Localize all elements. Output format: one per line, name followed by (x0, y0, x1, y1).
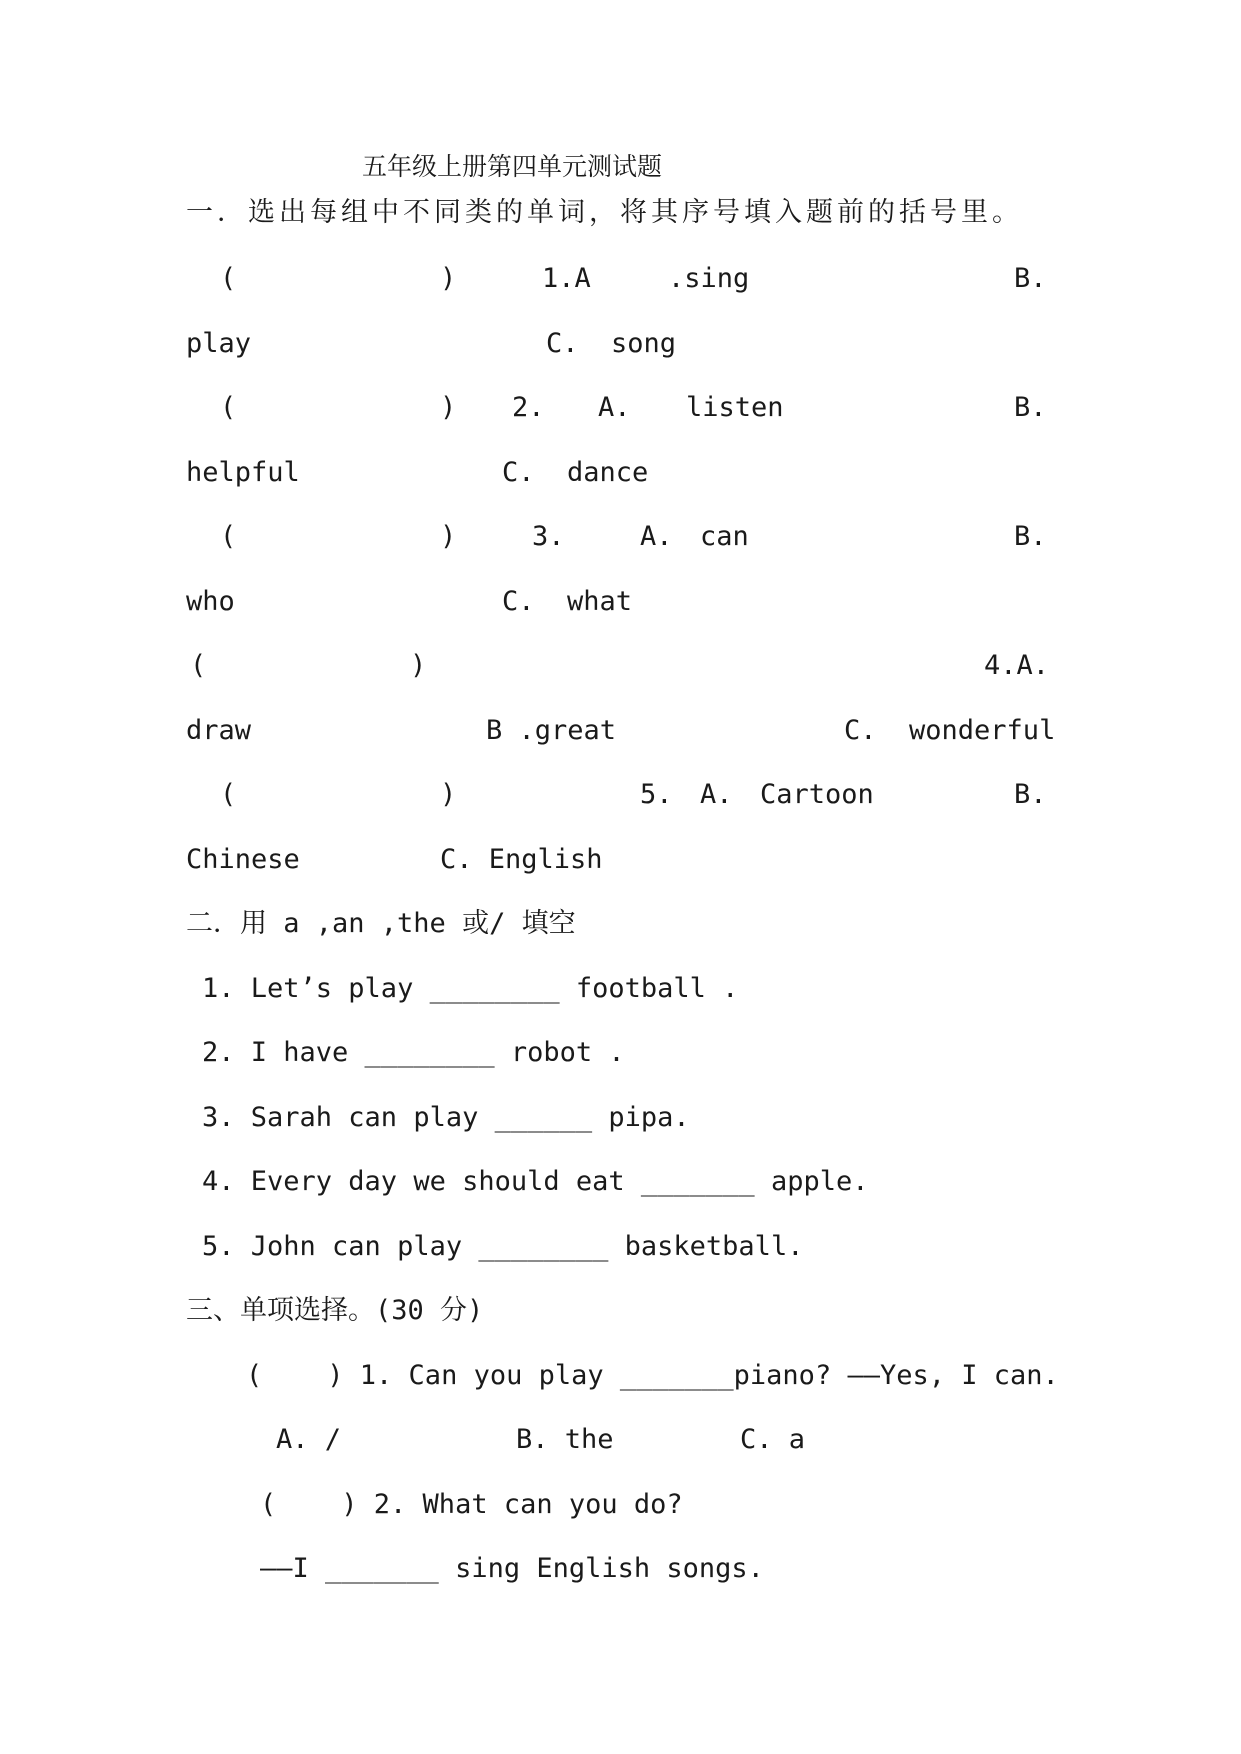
option-c: C. what (502, 586, 633, 617)
option-b: play (186, 328, 252, 359)
answer-bracket-close: ) (440, 779, 457, 810)
option-c: C. dance (502, 457, 649, 488)
option-a: listen (686, 392, 784, 423)
answer-bracket-close: ) (440, 521, 457, 552)
option-b: Chinese (186, 844, 300, 875)
option-a: can (700, 521, 749, 552)
option-c: C. English (440, 844, 603, 875)
answer-bracket-close: ) (440, 392, 457, 423)
s2-item-5: 5. John can play ________ basketball. (202, 1231, 804, 1262)
question-number: 5. (640, 779, 673, 810)
option-b-label: B. (1014, 779, 1047, 810)
option-c: C. song (546, 328, 677, 359)
s3-question-2: ( ) 2. What can you do? (260, 1489, 683, 1520)
answer-bracket-close: ) (440, 263, 457, 294)
s2-item-2: 2. I have ________ robot . (202, 1037, 625, 1068)
answer-bracket-open: ( (220, 263, 237, 294)
option-c: C. wonderful (844, 715, 1056, 746)
question-number: 2. (512, 392, 545, 423)
s3-question-1: ( ) 1. Can you play _______piano? ——Yes, I can. (246, 1360, 1059, 1391)
answer-bracket-open: ( (220, 779, 237, 810)
question-number: 4.A. (984, 650, 1050, 681)
option-b-label: B. (1014, 392, 1047, 423)
answer-bracket-open: ( (220, 521, 237, 552)
section1-heading: 一．选出每组中不同类的单词，将其序号填入题前的括号里。 (186, 197, 1023, 228)
option-a-label: A. (700, 779, 733, 810)
s3-q1-option-a: A. / (276, 1424, 342, 1455)
option-a-label: A. (598, 392, 631, 423)
s2-item-4: 4. Every day we should eat _______ apple. (202, 1166, 869, 1197)
answer-bracket-close: ) (410, 650, 427, 681)
option-a: draw (186, 715, 252, 746)
option-a: .sing (668, 263, 750, 294)
answer-bracket-open: ( (190, 650, 207, 681)
option-b: helpful (186, 457, 300, 488)
s2-item-1: 1. Let’s play ________ football . (202, 973, 739, 1004)
answer-bracket-open: ( (220, 392, 237, 423)
section3-heading: 三、单项选择。(30 分) (186, 1295, 484, 1326)
option-b: B .great (486, 715, 617, 746)
option-a-label: A. (640, 521, 673, 552)
option-b-label: B. (1014, 263, 1047, 294)
section2-heading: 二．用 a ,an ,the 或/ 填空 (186, 908, 576, 939)
question-number: 1.A (542, 263, 591, 294)
s3-q1-option-c: C. a (740, 1424, 806, 1455)
s3-question-2-answer: ——I _______ sing English songs. (260, 1553, 764, 1584)
question-number: 3. (532, 521, 565, 552)
option-b: who (186, 586, 235, 617)
s2-item-3: 3. Sarah can play ______ pipa. (202, 1102, 690, 1133)
s3-q1-option-b: B. the (516, 1424, 614, 1455)
option-b-label: B. (1014, 521, 1047, 552)
page-title: 五年级上册第四单元测试题 (362, 152, 663, 181)
option-a: Cartoon (760, 779, 874, 810)
